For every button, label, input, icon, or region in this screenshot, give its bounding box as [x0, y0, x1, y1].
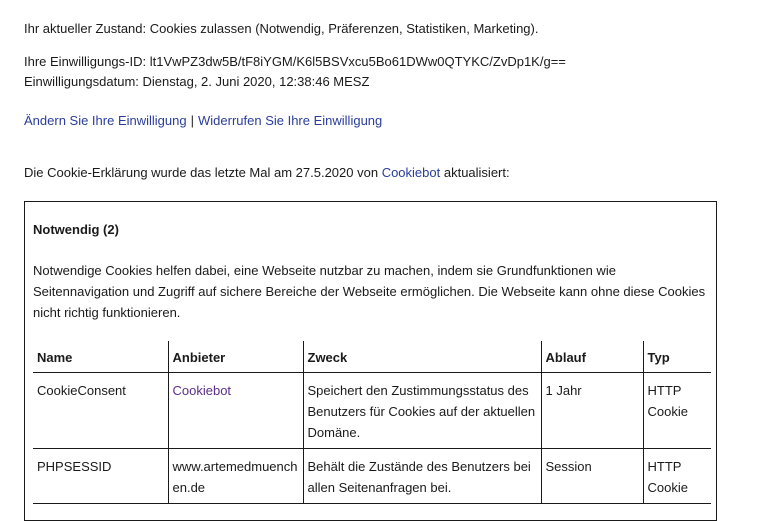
- cookie-table: [33, 341, 711, 504]
- category-title: Notwendig (2): [33, 222, 119, 237]
- cookie-category-panel: [24, 201, 717, 521]
- consent-date-text: Einwilligungsdatum: Dienstag, 2. Juni 2020, 12:38:46 MESZ: [24, 74, 370, 89]
- revoke-consent-link[interactable]: Widerrufen Sie Ihre Einwilligung: [198, 113, 383, 128]
- declaration-prefix: Die Cookie-Erklärung wurde das letzte Mal am 27.5.2020 von: [24, 165, 382, 180]
- provider-link[interactable]: Cookiebot: [172, 383, 232, 398]
- cookie-provider-cell: [168, 373, 303, 449]
- cookie-name-cell: CookieConsent: [33, 373, 168, 449]
- cookie-type-cell: HTTP Cookie: [643, 373, 711, 449]
- column-header-provider: Anbieter: [168, 341, 303, 373]
- cookie-type-cell: HTTP Cookie: [643, 449, 711, 504]
- column-header-name: Name: [33, 341, 168, 373]
- table-row: [33, 373, 711, 449]
- declaration-suffix: aktualisiert:: [440, 165, 510, 180]
- column-header-type: Typ: [643, 341, 711, 373]
- consent-status-text: Ihr aktueller Zustand: Cookies zulassen (Notwendig, Präferenzen, Statistiken, Marketing).: [24, 21, 539, 36]
- consent-id-text: Ihre Einwilligungs-ID: lt1VwPZ3dw5B/tF8iYGM/K6l5BSVxcu5Bo61DWw0QTYKC/ZvDp1K/g==: [24, 54, 566, 69]
- change-consent-link[interactable]: Ändern Sie Ihre Einwilligung: [24, 113, 187, 128]
- category-description: Notwendige Cookies helfen dabei, eine Webseite nutzbar zu machen, indem sie Grundfunktionen wie Seitennavigation und Zugriff auf sichere Bereiche der Webseite ermöglichen. Die Webseite kann ohne diese Cookies nicht richtig funktionieren.: [33, 263, 706, 320]
- cookie-purpose-cell: Behält die Zustände des Benutzers bei allen Seitenanfragen bei.: [303, 449, 541, 504]
- table-row: [33, 449, 711, 504]
- cookie-provider-cell: www.artemedmuenchen.de: [168, 449, 303, 504]
- table-header-row: [33, 341, 711, 373]
- cookie-expiry-cell: Session: [541, 449, 643, 504]
- cookie-name-cell: PHPSESSID: [33, 449, 168, 504]
- consent-actions: [24, 113, 382, 128]
- actions-separator: |: [190, 113, 194, 128]
- declaration-updated-text: [24, 165, 510, 180]
- cookie-purpose-cell: Speichert den Zustimmungsstatus des Benutzers für Cookies auf der aktuellen Domäne.: [303, 373, 541, 449]
- column-header-expiry: Ablauf: [541, 341, 643, 373]
- cookiebot-link[interactable]: Cookiebot: [381, 165, 441, 180]
- cookie-expiry-cell: 1 Jahr: [541, 373, 643, 449]
- column-header-purpose: Zweck: [303, 341, 541, 373]
